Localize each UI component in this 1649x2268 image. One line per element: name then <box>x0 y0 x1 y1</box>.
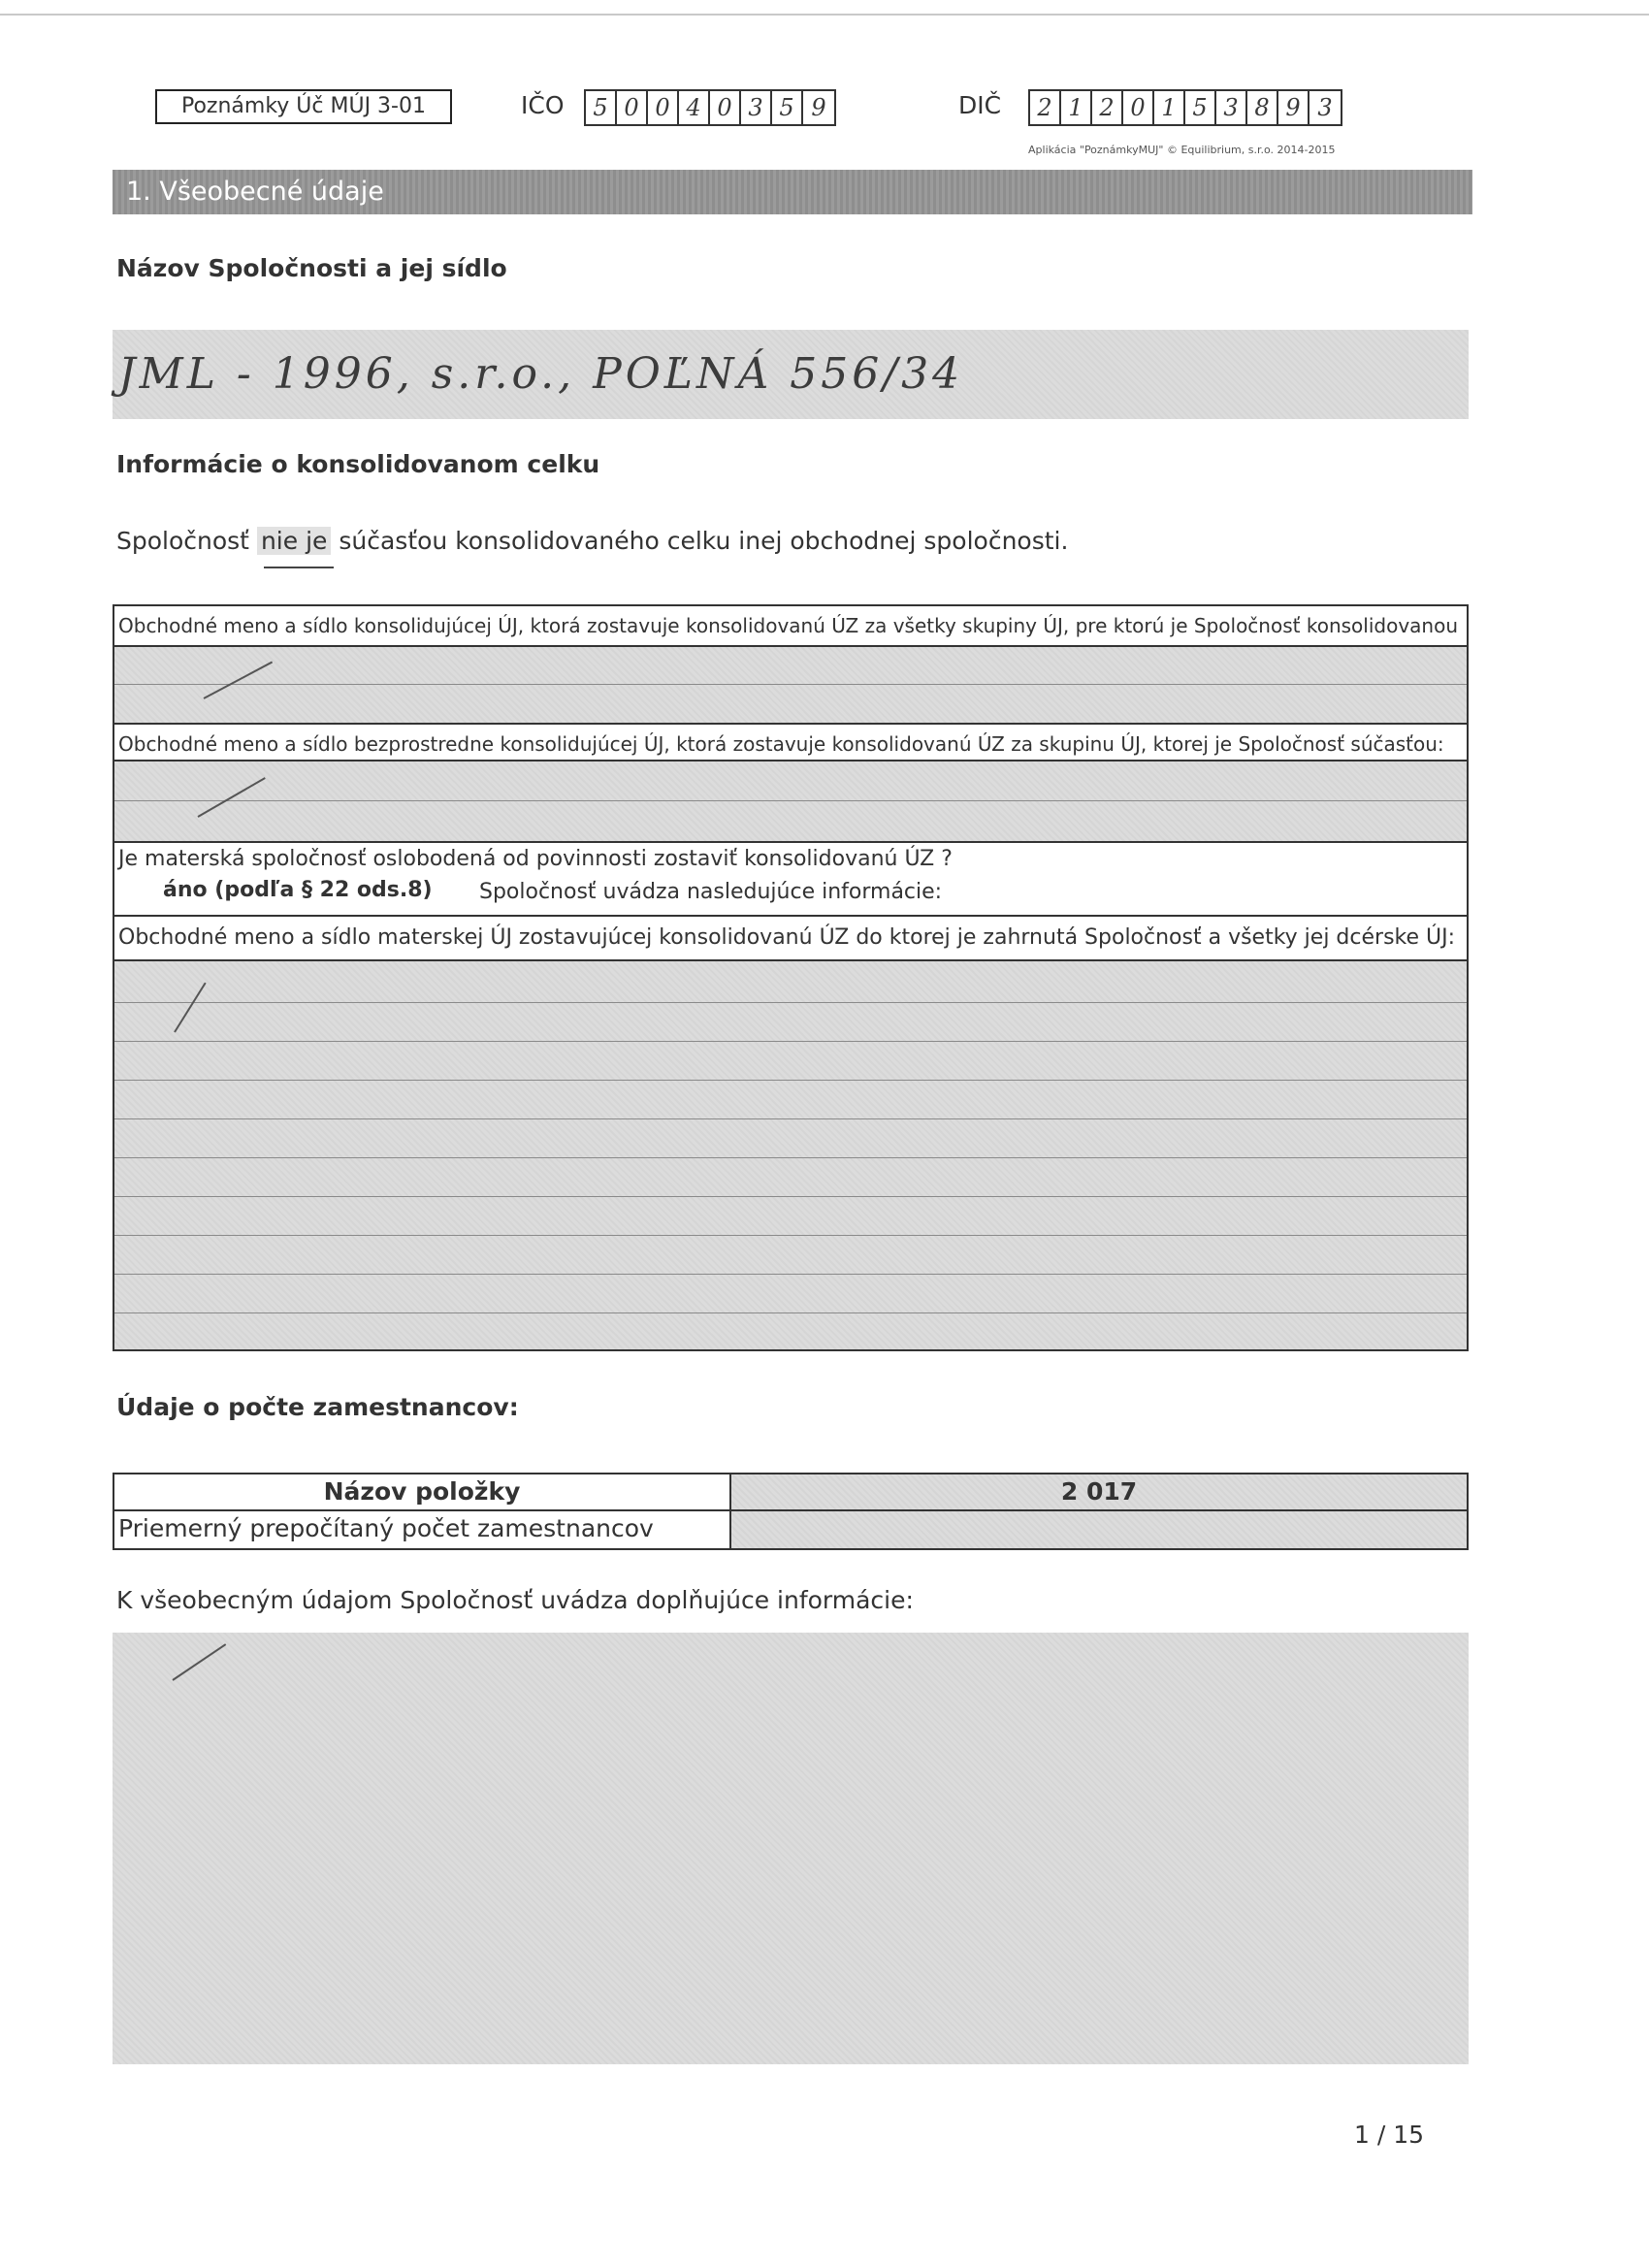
page-number: 1 / 15 <box>1354 2121 1425 2149</box>
col-year-header: 2 017 <box>731 1474 1467 1511</box>
ico-digit: 5 <box>586 91 617 124</box>
ico-digit: 3 <box>741 91 772 124</box>
company-name-field <box>113 330 1469 419</box>
dic-digit: 3 <box>1317 94 1333 121</box>
row1-field <box>114 647 1467 723</box>
scan-edge-line <box>0 14 1649 16</box>
row2-empty-slash <box>198 777 266 818</box>
exemption-answer: áno (podľa § 22 ods.8) <box>163 878 433 902</box>
row2-field <box>114 761 1467 841</box>
row1-label: Obchodné meno a sídlo konsolidujúcej ÚJ, ktorá zostavuje konsolidovanú ÚZ za všetky skupiny ÚJ, pre ktorú je Spoločnosť konsolidovanou <box>114 606 1467 647</box>
dic-digit: 1 <box>1154 91 1185 124</box>
ico-digit: 4 <box>679 91 710 124</box>
avg-employees-label: Priemerný prepočítaný počet zamestnancov <box>114 1511 731 1548</box>
additional-empty-slash <box>172 1643 226 1681</box>
company-name-handwriting: JML - 1996, s.r.o., POĽNÁ 556/34 <box>118 349 964 399</box>
ico-digit: 0 <box>648 91 679 124</box>
dic-digit: 9 <box>1278 91 1310 124</box>
section-title-bar: 1. Všeobecné údaje <box>113 170 1472 214</box>
dic-digit: 0 <box>1123 91 1154 124</box>
app-copyright: Aplikácia "PoznámkyMUJ" © Equilibrium, s.r.o. 2014-2015 <box>1028 144 1336 156</box>
company-heading: Názov Spoločnosti a jej sídlo <box>116 254 507 282</box>
dic-digit: 5 <box>1185 91 1216 124</box>
row1-empty-slash <box>204 662 274 699</box>
consolidation-heading: Informácie o konsolidovanom celku <box>116 450 600 478</box>
ico-digit: 0 <box>710 91 741 124</box>
dic-digit: 2 <box>1092 91 1123 124</box>
avg-employees-value <box>731 1511 1467 1548</box>
statement-choice: nie je <box>257 527 331 555</box>
statement-prefix: Spoločnosť <box>116 527 249 555</box>
parent-empty-slash <box>174 983 206 1033</box>
parent-field <box>114 961 1467 1349</box>
exemption-block <box>114 841 1467 917</box>
employees-table <box>113 1473 1469 1550</box>
exemption-followup: Spoločnosť uvádza nasledujúce informácie: <box>479 880 943 904</box>
consolidation-block <box>113 604 1469 1351</box>
additional-info-field <box>113 1633 1469 2064</box>
dic-digit: 3 <box>1216 91 1247 124</box>
choice-underline <box>264 567 334 568</box>
ico-digit: 9 <box>811 94 826 121</box>
col-item-header: Názov položky <box>114 1474 731 1511</box>
exemption-question: Je materská spoločnosť oslobodená od povinnosti zostaviť konsolidovanú ÚZ ? <box>118 847 953 871</box>
additional-heading: K všeobecným údajom Spoločnosť uvádza doplňujúce informácie: <box>116 1586 914 1614</box>
dic-digit: 8 <box>1247 91 1278 124</box>
ico-digit: 0 <box>617 91 648 124</box>
statement-suffix: súčasťou konsolidovaného celku inej obchodnej spoločnosti. <box>339 527 1069 555</box>
ico-digit: 5 <box>772 91 803 124</box>
ico-digit-boxes <box>584 89 836 126</box>
row2-label: Obchodné meno a sídlo bezprostredne konsolidujúcej ÚJ, ktorá zostavuje konsolidovanú ÚZ za skupinu ÚJ, ktorej je Spoločnosť súčasťou: <box>114 723 1467 761</box>
document-code: Poznámky Úč MÚJ 3-01 <box>155 89 452 124</box>
dic-label: DIČ <box>958 91 1002 119</box>
parent-label: Obchodné meno a sídlo materskej ÚJ zostavujúcej konsolidovanú ÚZ do ktorej je zahrnutá Spoločnosť a všetky jej dcérske ÚJ: <box>114 917 1467 961</box>
employees-heading: Údaje o počte zamestnancov: <box>116 1393 519 1421</box>
ico-label: IČO <box>521 91 565 119</box>
dic-digit-boxes <box>1028 89 1342 126</box>
consolidation-statement <box>116 527 1068 555</box>
dic-digit: 1 <box>1061 91 1092 124</box>
dic-digit: 2 <box>1030 91 1061 124</box>
